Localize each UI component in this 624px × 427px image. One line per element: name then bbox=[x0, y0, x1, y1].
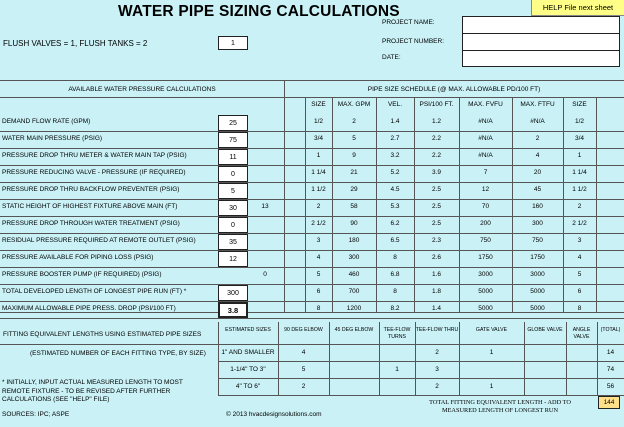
schedule-cell: 3.2 bbox=[390, 152, 400, 159]
pressure-row-label: PRESSURE DROP THRU BACKFLOW PREVENTER (PSIG) bbox=[2, 186, 180, 193]
schedule-cell: 1.6 bbox=[431, 271, 442, 278]
schedule-cell: 2 bbox=[316, 203, 321, 210]
section-top-border bbox=[0, 80, 624, 81]
pressure-header: AVAILABLE WATER PRESSURE CALCULATIONS bbox=[68, 86, 216, 93]
schedule-cell: 3/4 bbox=[574, 135, 585, 142]
fitting-col-divider bbox=[566, 322, 567, 395]
row-divider bbox=[284, 301, 624, 302]
fitting-col-header: TEE-FLOW THRU bbox=[415, 327, 459, 333]
row-divider bbox=[284, 182, 624, 183]
schedule-cell: 1 bbox=[316, 152, 321, 159]
schedule-cell: #N/A bbox=[478, 152, 493, 159]
schedule-cell: 1 1/4 bbox=[572, 169, 587, 176]
fitting-cell-size: 1-1/4" TO 3" bbox=[230, 366, 266, 373]
schedule-cell: 3000 bbox=[478, 271, 493, 278]
pressure-row-value[interactable]: 5 bbox=[218, 183, 248, 199]
schedule-cell: 4.5 bbox=[390, 186, 400, 193]
schedule-col-header: SIZE bbox=[311, 101, 326, 108]
schedule-cell: 3.9 bbox=[431, 169, 442, 176]
row-divider bbox=[218, 378, 624, 379]
schedule-cell: 4 bbox=[535, 152, 540, 159]
schedule-cell: 1.8 bbox=[431, 288, 442, 295]
fitting-col-header: TEE-FLOW TURNS bbox=[383, 327, 411, 340]
schedule-cell: 2.7 bbox=[390, 135, 400, 142]
row-divider bbox=[0, 318, 284, 319]
schedule-cell: #N/A bbox=[478, 118, 493, 125]
schedule-cell: 6.2 bbox=[390, 220, 400, 227]
fitting-col-header: GLOBE VALVE bbox=[527, 327, 563, 333]
schedule-cell: 5000 bbox=[478, 288, 493, 295]
fitting-cell-gate[interactable]: 1 bbox=[489, 383, 494, 390]
row-divider bbox=[0, 267, 284, 268]
schedule-cell: 8 bbox=[316, 305, 321, 312]
fitting-cell-gate[interactable]: 1 bbox=[489, 349, 494, 356]
schedule-cell: 90 bbox=[350, 220, 358, 227]
schedule-cell: 2.2 bbox=[431, 152, 442, 159]
fitting-header: FITTING EQUIVALENT LENGTHS USING ESTIMATED PIPE SIZES bbox=[3, 331, 202, 338]
schedule-cell: 3/4 bbox=[313, 135, 324, 142]
schedule-cell: 5 bbox=[316, 271, 321, 278]
schedule-cell: 2 bbox=[352, 118, 356, 125]
row-divider bbox=[284, 148, 624, 149]
schedule-col-header: VEL. bbox=[387, 101, 403, 108]
fitting-cell-total: 56 bbox=[606, 383, 615, 390]
header-bottom-border bbox=[0, 97, 624, 98]
fitting-col-header: GATE VALVE bbox=[475, 327, 508, 333]
fitting-col-header: 90 DEG ELBOW bbox=[284, 327, 323, 333]
pressure-row-label: PRESSURE AVAILABLE FOR PIPING LOSS (PSIG) bbox=[2, 254, 154, 261]
schedule-cell: 1/2 bbox=[313, 118, 324, 125]
row-divider bbox=[284, 233, 624, 234]
initial-length-note: * INITIALLY, INPUT ACTUAL MEASURED LENGTH TO MOST REMOTE FIXTURE - TO BE REVISED AFTER FURTHER CALCULATIONS (SEE "HELP" FILE) bbox=[2, 379, 183, 403]
fitting-col-divider bbox=[379, 322, 380, 395]
schedule-cell: 300 bbox=[348, 254, 360, 261]
schedule-cell: 1 1/2 bbox=[572, 186, 587, 193]
schedule-header: PIPE SIZE SCHEDULE (@ MAX. ALLOWABLE PD/100 FT) bbox=[367, 86, 541, 93]
pressure-row-label: MAXIMUM ALLOWABLE PIPE PRESS. DROP (PSI/100 FT) bbox=[2, 305, 176, 312]
schedule-cell: 2.5 bbox=[431, 220, 442, 227]
schedule-cell: 1750 bbox=[530, 254, 545, 261]
fitting-cell-elbow90[interactable]: 2 bbox=[301, 383, 306, 390]
schedule-cell: 2.5 bbox=[431, 203, 442, 210]
copyright-text: © 2013 hvacdesignsolutions.com bbox=[226, 411, 322, 418]
schedule-cell: 1.4 bbox=[431, 305, 442, 312]
fitting-col-header: 45 DEG ELBOW bbox=[334, 327, 374, 333]
schedule-cell: 5000 bbox=[530, 288, 545, 295]
fitting-col-header: (TOTAL) bbox=[600, 327, 621, 333]
schedule-cell: 160 bbox=[532, 203, 543, 210]
fitting-cell-tee_thru[interactable]: 3 bbox=[435, 366, 439, 373]
total-fitting-value: 144 bbox=[598, 396, 620, 409]
fitting-header-border bbox=[0, 344, 624, 345]
schedule-cell: 6 bbox=[577, 288, 582, 295]
schedule-cell: 12 bbox=[481, 186, 490, 193]
schedule-cell: 2 1/2 bbox=[572, 220, 587, 227]
pressure-row-label: PRESSURE BOOSTER PUMP (IF REQUIRED) (PSIG) bbox=[2, 271, 162, 278]
fitting-cell-size: 1" AND SMALLER bbox=[221, 349, 275, 356]
fitting-col-header: ESTIMATED SIZES bbox=[225, 327, 271, 333]
schedule-cell: 5 bbox=[352, 135, 356, 142]
schedule-cell: 6.5 bbox=[390, 237, 400, 244]
schedule-col-header: SIZE bbox=[572, 101, 587, 108]
schedule-cell: 8.2 bbox=[390, 305, 400, 312]
flush-type-label: FLUSH VALVES = 1, FLUSH TANKS = 2 bbox=[3, 39, 148, 48]
schedule-cell: 1 1/4 bbox=[311, 169, 326, 176]
schedule-cell: 45 bbox=[533, 186, 542, 193]
pressure-row-label: PRESSURE DROP THRU METER & WATER MAIN TAP (PSIG) bbox=[2, 152, 187, 159]
fitting-cell-total: 74 bbox=[606, 366, 615, 373]
pressure-row-value: 12 bbox=[218, 251, 248, 267]
row-divider bbox=[284, 131, 624, 132]
pressure-row-value: 3.8 bbox=[218, 302, 248, 318]
project-date-field[interactable] bbox=[462, 51, 620, 67]
schedule-cell: 1200 bbox=[346, 305, 362, 312]
help-file-note[interactable]: HELP File next sheet bbox=[531, 0, 624, 16]
schedule-cell: 2.6 bbox=[431, 254, 442, 261]
schedule-cell: 8 bbox=[393, 254, 397, 261]
schedule-cell: 29 bbox=[350, 186, 358, 193]
pressure-row-label: DEMAND FLOW RATE (GPM) bbox=[2, 118, 91, 125]
pressure-row-value[interactable]: 75 bbox=[218, 132, 248, 148]
fitting-cell-total: 14 bbox=[606, 349, 615, 356]
schedule-col-header: MAX. FVFU bbox=[468, 101, 503, 108]
schedule-cell: 1.2 bbox=[431, 118, 442, 125]
pressure-row-label: STATIC HEIGHT OF HIGHEST FIXTURE ABOVE MAIN (FT) bbox=[2, 203, 178, 210]
schedule-col-divider bbox=[596, 97, 597, 312]
pressure-row-label: TOTAL DEVELOPED LENGTH OF LONGEST PIPE RUN (FT) * bbox=[2, 288, 187, 295]
pressure-row-value[interactable]: 0 bbox=[218, 217, 248, 233]
flush-type-input[interactable]: 1 bbox=[218, 36, 248, 50]
schedule-cell: 4 bbox=[577, 254, 582, 261]
schedule-cell: 750 bbox=[480, 237, 491, 244]
pressure-row-extra: 13 bbox=[261, 203, 269, 210]
schedule-cell: 5.2 bbox=[390, 169, 400, 176]
fitting-col-header: ANGLE VALVE bbox=[572, 327, 591, 340]
schedule-cell: 5 bbox=[577, 271, 582, 278]
schedule-cell: 1/2 bbox=[574, 118, 585, 125]
schedule-cell: 5000 bbox=[478, 305, 493, 312]
page-title: WATER PIPE SIZING CALCULATIONS bbox=[118, 3, 400, 20]
fitting-sub-label: (ESTIMATED NUMBER OF EACH FITTING TYPE, BY SIZE) bbox=[30, 350, 206, 357]
schedule-cell: 3 bbox=[577, 237, 582, 244]
schedule-cell: 1 1/2 bbox=[311, 186, 326, 193]
fitting-cell-size: 4" TO 6" bbox=[235, 383, 261, 390]
row-divider bbox=[284, 284, 624, 285]
schedule-cell: #N/A bbox=[530, 118, 545, 125]
pressure-row-label: PRESSURE REDUCING VALVE - PRESSURE (IF REQUIRED) bbox=[2, 169, 186, 176]
schedule-cell: 2.2 bbox=[431, 135, 442, 142]
pressure-row-label: PRESSURE DROP THROUGH WATER TREATMENT (PSIG) bbox=[2, 220, 180, 227]
schedule-cell: 2 bbox=[535, 135, 540, 142]
pressure-row-label: WATER MAIN PRESSURE (PSIG) bbox=[2, 135, 103, 142]
row-divider bbox=[284, 216, 624, 217]
schedule-cell: 20 bbox=[533, 169, 542, 176]
row-divider bbox=[284, 199, 624, 200]
schedule-cell: 6 bbox=[316, 288, 321, 295]
schedule-cell: 2 1/2 bbox=[311, 220, 326, 227]
schedule-cell: 8 bbox=[393, 288, 397, 295]
fitting-cell-tee_turn[interactable]: 1 bbox=[395, 366, 399, 373]
row-divider bbox=[284, 318, 624, 319]
fitting-col-divider bbox=[524, 322, 525, 395]
schedule-cell: 9 bbox=[352, 152, 356, 159]
project-name-label: PROJECT NAME: bbox=[382, 19, 435, 26]
schedule-cell: 7 bbox=[483, 169, 488, 176]
schedule-cell: 70 bbox=[481, 203, 490, 210]
schedule-cell: #N/A bbox=[478, 135, 493, 142]
schedule-col-header: PSI/100 FT. bbox=[419, 101, 454, 108]
fitting-cell-tee_thru[interactable]: 2 bbox=[435, 349, 439, 356]
schedule-cell: 750 bbox=[532, 237, 543, 244]
schedule-cell: 8 bbox=[577, 305, 582, 312]
fitting-cell-elbow90[interactable]: 4 bbox=[301, 349, 306, 356]
schedule-cell: 1750 bbox=[478, 254, 493, 261]
section-bottom-border bbox=[0, 312, 624, 313]
sources-text: SOURCES: IPC; ASPE bbox=[2, 411, 70, 418]
fitting-cell-tee_thru[interactable]: 2 bbox=[435, 383, 439, 390]
project-name-field[interactable] bbox=[462, 16, 620, 34]
schedule-cell: 2 bbox=[577, 203, 582, 210]
row-divider bbox=[284, 250, 624, 251]
schedule-cell: 3000 bbox=[530, 271, 545, 278]
pressure-row-value[interactable]: 0 bbox=[218, 166, 248, 182]
pressure-row-value[interactable]: 11 bbox=[218, 149, 248, 165]
schedule-cell: 200 bbox=[480, 220, 491, 227]
schedule-cell: 4 bbox=[316, 254, 321, 261]
section-divider bbox=[284, 80, 285, 312]
row-divider bbox=[218, 361, 624, 362]
schedule-cell: 5.3 bbox=[390, 203, 400, 210]
project-date-label: DATE: bbox=[382, 54, 401, 61]
pressure-row-value[interactable]: 35 bbox=[218, 234, 248, 250]
schedule-cell: 21 bbox=[350, 169, 358, 176]
pressure-row-value[interactable]: 30 bbox=[218, 200, 248, 216]
row-divider bbox=[284, 267, 624, 268]
pressure-row-value[interactable]: 25 bbox=[218, 115, 248, 131]
schedule-cell: 300 bbox=[532, 220, 543, 227]
total-fitting-label: TOTAL FITTING EQUIVALENT LENGTH - ADD TO MEASURED LENGTH OF LONGEST RUN bbox=[429, 399, 571, 414]
schedule-cell: 2.5 bbox=[431, 186, 442, 193]
pressure-row-value[interactable]: 300 bbox=[218, 285, 248, 301]
row-divider bbox=[218, 395, 624, 396]
schedule-cell: 6.8 bbox=[390, 271, 400, 278]
project-number-field[interactable] bbox=[462, 34, 620, 51]
fitting-cell-elbow90[interactable]: 5 bbox=[301, 366, 306, 373]
schedule-cell: 58 bbox=[350, 203, 358, 210]
fitting-col-divider bbox=[329, 322, 330, 395]
schedule-col-header: MAX. GPM bbox=[337, 101, 371, 108]
schedule-col-header: MAX. FTFU bbox=[520, 101, 555, 108]
schedule-cell: 180 bbox=[348, 237, 360, 244]
schedule-cell: 460 bbox=[348, 271, 360, 278]
pressure-row-extra: 0 bbox=[263, 271, 267, 278]
pressure-row-label: RESIDUAL PRESSURE REQUIRED AT REMOTE OUTLET (PSIG) bbox=[2, 237, 196, 244]
project-number-label: PROJECT NUMBER: bbox=[382, 38, 444, 45]
schedule-cell: 700 bbox=[348, 288, 360, 295]
schedule-cell: 1.4 bbox=[390, 118, 400, 125]
schedule-cell: 1 bbox=[577, 152, 582, 159]
schedule-cell: 5000 bbox=[530, 305, 545, 312]
row-divider bbox=[284, 165, 624, 166]
schedule-cell: 3 bbox=[316, 237, 321, 244]
schedule-cell: 2.3 bbox=[431, 237, 442, 244]
